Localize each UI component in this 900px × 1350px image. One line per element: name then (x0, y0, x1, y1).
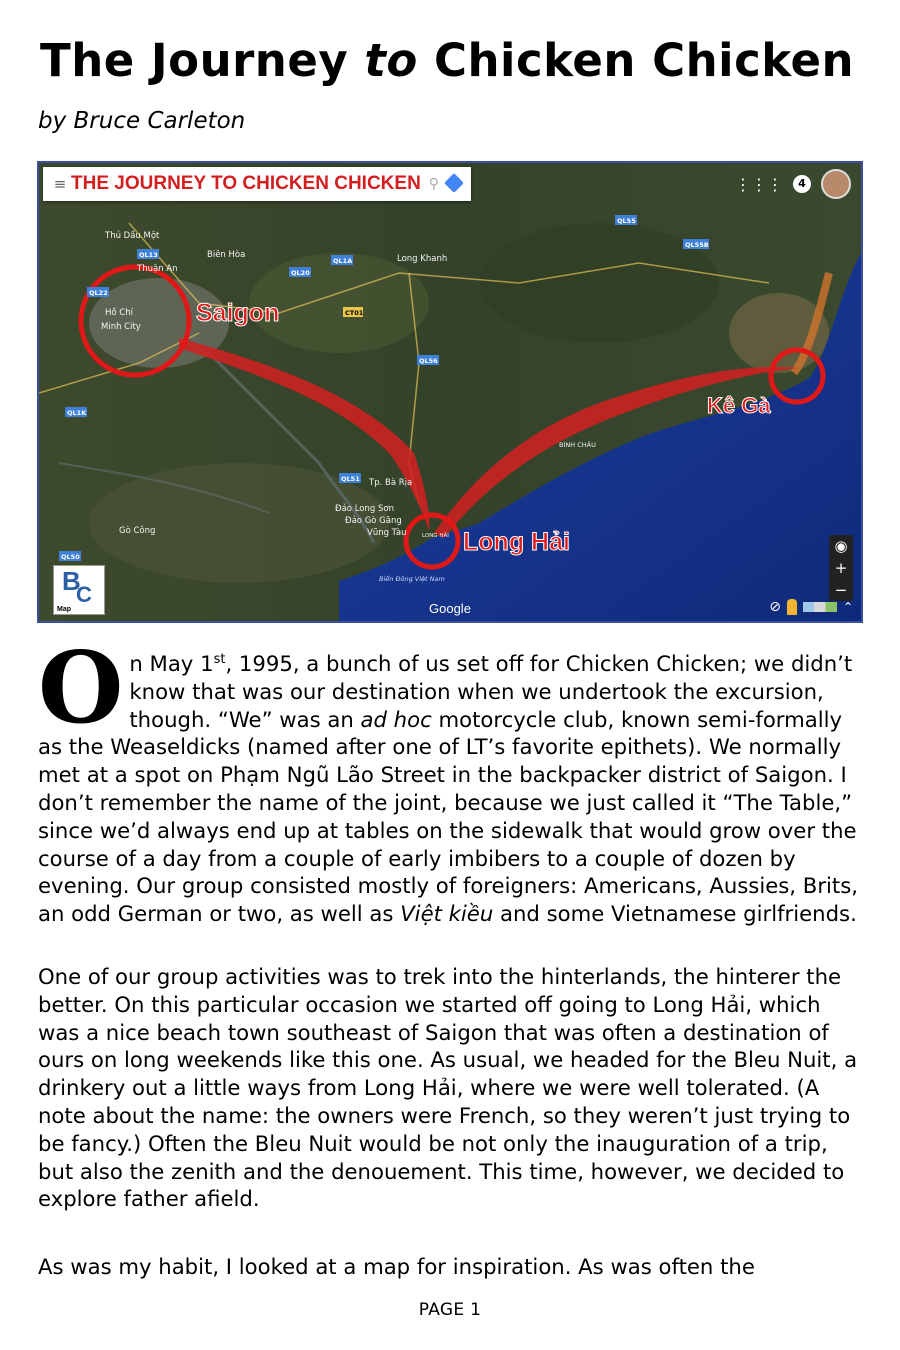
p2-vietnamese-2: Hải (421, 1075, 457, 1101)
map-title: THE JOURNEY TO CHICKEN CHICKEN (71, 173, 421, 194)
place-bien-hoa: Biên Hòa (207, 250, 246, 260)
paragraph-1 (38, 631, 864, 928)
road-ql20: QL20 (291, 269, 310, 277)
map-search-box[interactable] (43, 167, 471, 201)
title-part-2: Chicken Chicken (417, 34, 855, 87)
place-ho-chi: Hồ Chí (105, 308, 133, 318)
journey-map[interactable] (37, 161, 863, 623)
place-thuan-an: Thuận An (137, 264, 178, 274)
place-binh-chau: BÌNH CHÂU (559, 441, 596, 449)
google-watermark: Google (429, 601, 471, 616)
map-canvas (39, 163, 861, 621)
marker-ke-ga: Kê Gà (707, 393, 771, 418)
logo-letter-c: C (76, 582, 92, 607)
p1-emphasis-2: Việt kiều (400, 901, 494, 927)
place-long-hai-small: LONG HẢI (422, 533, 449, 539)
p1-text-4: Street in the backpacker district of Saigon. I don’t remember the name of the joint, because we just called it “The Table,” since we’d always end up at tables on the sidewalk that would grow over the course of a day from a couple of early imbibers to a couple of dozen by evening. Our group consisted mostly of foreigners: Americans, Aussies, Brits, an odd German or two, as well as (38, 762, 858, 927)
p3-text-1: As was my habit, I looked at a map for inspiration. As was often the (38, 1254, 755, 1279)
p2-text-1: One of our group activities was to trek into the hinterlands, the hinterer the better. On this particular occasion we started off going to Long (38, 964, 842, 1017)
map-top-icons (735, 169, 851, 199)
my-location-icon[interactable]: ◉ (834, 537, 848, 555)
bc-map-logo (53, 565, 105, 615)
p1-text-5: and some Vietnamese girlfriends. (493, 901, 857, 927)
road-ql50: QL50 (61, 553, 80, 561)
marker-saigon: Saigon (196, 299, 280, 327)
marker-long-hai: Long Hải (463, 528, 570, 556)
paragraph-3 (38, 1253, 864, 1281)
title-part-1: The Journey (40, 34, 365, 87)
p1-text-2: , 1995, a bunch of us set off for Chicken Chicken; we didn’t know that was our destination when we undertook the excursion, though. “We” was an (129, 651, 853, 732)
p2-text-3: , where we were well tolerated. (A note about the name: the owners were French, so they weren’t just trying to be fancy.) Often the Bleu Nuit would be not only the inauguration of a trip, but also the zenith and the denouement. This time, however, we decided to explore father afield. (38, 1075, 851, 1212)
road-ct01: CT01 (345, 309, 364, 317)
p1-emphasis-1: ad hoc (360, 706, 432, 732)
expand-icon[interactable]: ⌃ (842, 600, 853, 614)
paragraph-2 (38, 963, 864, 1213)
place-minh-city: Minh City (101, 322, 141, 332)
byline: by Bruce Carleton (38, 108, 246, 134)
p2-vietnamese-1: Hải (710, 991, 746, 1017)
search-icon[interactable]: ⚲ (428, 176, 440, 192)
avatar[interactable] (821, 169, 851, 199)
p1-superscript: st (213, 652, 226, 667)
compass-icon[interactable]: ⊘ (769, 599, 781, 615)
menu-icon[interactable]: ≡ (53, 175, 67, 193)
imagery-thumbnails-icon[interactable] (803, 602, 837, 612)
map-bottom-controls (769, 599, 853, 615)
zoom-out-button[interactable]: − (834, 581, 848, 599)
p1-vietnamese-street: Phạm Ngũ Lão (220, 762, 374, 788)
road-ql55b: QL55B (685, 241, 709, 249)
road-ql1a: QL1A (333, 257, 353, 265)
road-ql51: QL51 (341, 475, 360, 483)
drop-cap: O (38, 631, 124, 746)
road-ql55: QL55 (617, 217, 636, 225)
title-emphasis: to (364, 34, 418, 87)
road-ql13: QL13 (139, 251, 158, 259)
p1-text-1: n May 1 (129, 651, 214, 677)
place-thu-dau-mot: Thủ Dầu Một (105, 231, 160, 241)
place-vung-tau: Vũng Tàu (367, 528, 407, 538)
place-long-khanh: Long Khanh (397, 254, 448, 264)
road-ql56: QL56 (419, 357, 438, 365)
place-ba-ria: Tp. Bà Rịa (369, 478, 413, 488)
place-go-cong: Gò Công (119, 526, 156, 536)
zoom-controls (829, 535, 853, 601)
pegman-icon[interactable] (787, 599, 797, 615)
road-ql22: QL22 (89, 289, 108, 297)
p2-text-2: , which was a nice beach town southeast of Saigon that was often a destination of ours on long weekends like this one. As usual, we headed for the Bleu Nuit, a drinkery out a little ways from Long (38, 991, 858, 1101)
place-bien-dong: Biển Đông Việt Nam (379, 575, 445, 583)
road-ql1k: QL1K (67, 409, 87, 417)
place-dao-long-son: Đảo Long Sơn (335, 504, 394, 514)
p1-text-3: motorcycle club, known semi-formally as the Weaseldicks (named after one of LT’s favorite epithets). We normally met at a spot on (38, 706, 843, 788)
place-dao-go-gang: Đảo Gò Găng (345, 516, 402, 526)
notification-badge[interactable]: 4 (793, 175, 811, 193)
page-number: PAGE 1 (418, 1300, 482, 1320)
logo-map-label: Map (57, 606, 71, 613)
apps-grid-icon[interactable]: ⋮⋮⋮ (735, 174, 783, 194)
directions-icon[interactable] (444, 173, 464, 193)
zoom-in-button[interactable]: + (834, 559, 848, 577)
logo-letter-b: B (62, 566, 81, 596)
article-title (40, 34, 855, 87)
